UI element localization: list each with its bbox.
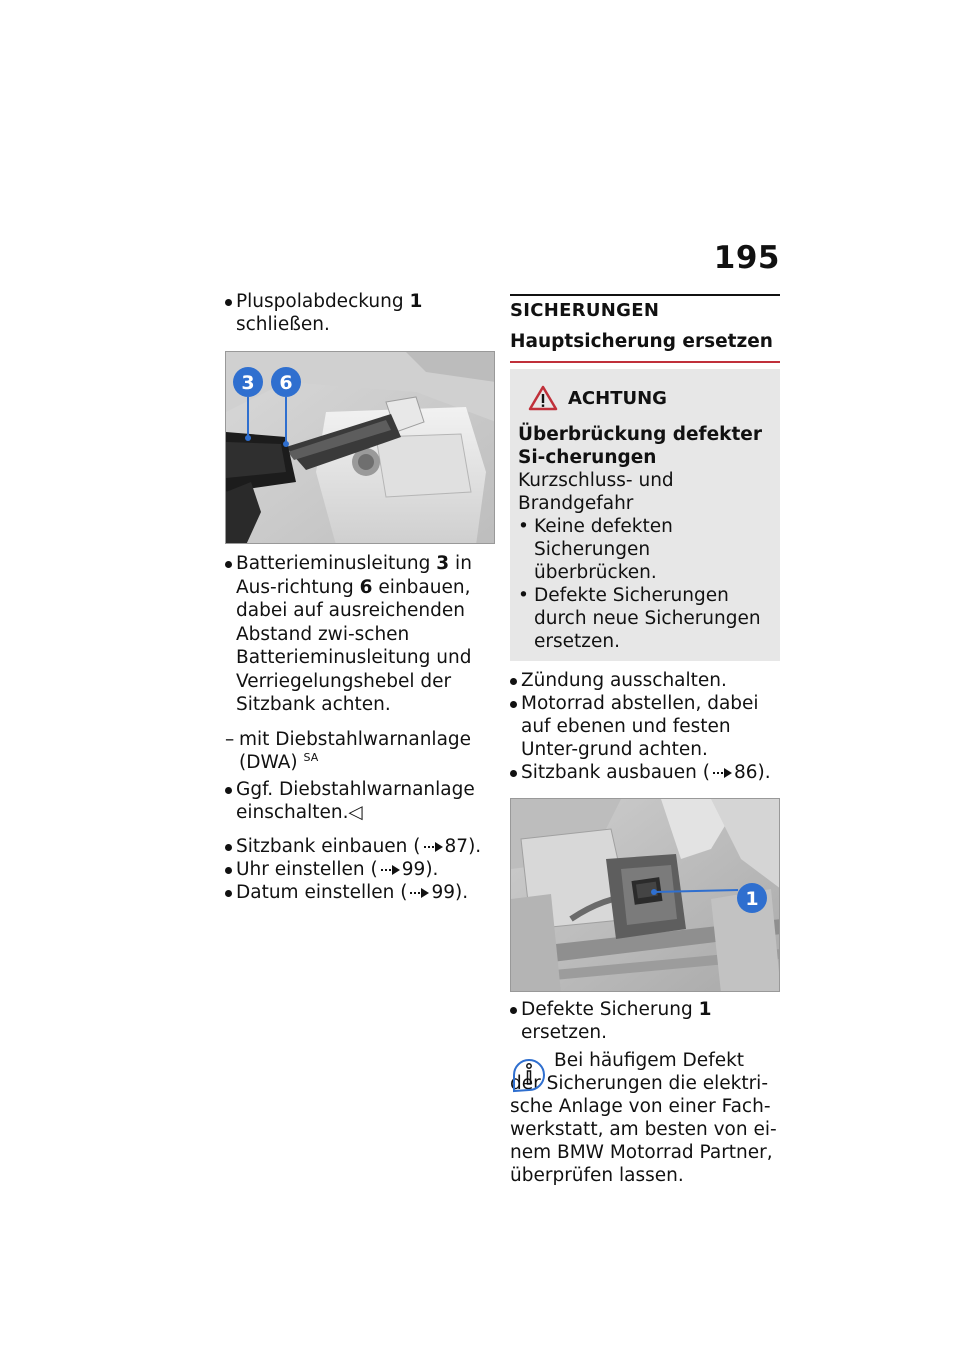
page-ref-arrow-icon: [409, 887, 429, 899]
bullet-icon: [225, 858, 235, 874]
warning-heading: Überbrückung defekter Si-cherungen: [518, 424, 762, 468]
right-column: [510, 294, 780, 1187]
page-link[interactable]: 86: [733, 762, 758, 783]
option-badge: SA: [303, 750, 319, 764]
step-ignition-off: Zündung ausschalten.: [510, 669, 780, 692]
ref-number: 1: [409, 291, 423, 312]
warning-bullet: • Keine defekten Sicherungen überbrücken.: [518, 516, 673, 583]
warning-box: [510, 369, 780, 661]
callout-label: 3: [241, 372, 255, 394]
left-column: [225, 290, 495, 904]
warning-triangle-icon: [528, 385, 558, 411]
bullet-icon: [225, 290, 235, 306]
callout-label: 1: [745, 888, 759, 910]
condition-dwa: – mit Diebstahlwarnanlage (DWA) $^{SA}$: [225, 728, 472, 773]
step-dwa-on: Ggf. Diebstahlwarnanlage einschalten.◁: [225, 778, 495, 824]
bullet-icon: [510, 761, 520, 777]
main-fuse-illustration: [511, 799, 780, 992]
main-fuse-photo: [510, 798, 780, 992]
page-ref-arrow-icon: [423, 841, 443, 853]
warning-risk: Kurzschluss- und Brandgefahr: [518, 470, 674, 514]
bullet-icon: [225, 778, 235, 794]
step-clock: Uhr einstellen ( 99).: [225, 858, 495, 881]
step-park: Motorrad abstellen, dabei auf ebenen und festen Unter-grund achten.: [510, 692, 780, 761]
battery-terminal-photo: [225, 351, 495, 544]
battery-terminal-illustration: [226, 352, 495, 544]
step-seat-remove: Sitzbank ausbauen ( 86).: [510, 761, 780, 784]
info-note: [510, 1049, 780, 1187]
page-ref-arrow-icon: [712, 767, 732, 779]
section-rule: [510, 294, 780, 296]
warning-bullet: • Defekte Sicherungen durch neue Sicherungen ersetzen.: [518, 585, 761, 652]
section-title: SICHERUNGEN: [510, 300, 660, 321]
step-pluspol: Pluspolabdeckung 1 schließen.: [225, 290, 495, 336]
step-date: Datum einstellen ( 99).: [225, 881, 495, 904]
step-minus-cable: Batterieminusleitung 3 in Aus-richtung 6 einbauen, dabei auf ausreichenden Abstand zwi-schen Batterieminusleitung und Verriegelungshebel der Sitzbank achten.: [225, 552, 495, 717]
end-of-condition-mark: ◁: [348, 801, 363, 823]
info-icon: [510, 1055, 548, 1093]
info-text: Bei häufigem Defekt der Sicherungen die elektri-sche Anlage von einer Fach-werkstatt, am besten von ei-nem BMW Motorrad Partner, überprüfen lassen.: [510, 1050, 777, 1186]
bullet-icon: [225, 835, 235, 851]
bullet-icon: [510, 669, 520, 685]
bullet-icon: [510, 692, 520, 708]
page-ref-arrow-icon: [380, 864, 400, 876]
page-number: 195: [713, 240, 780, 276]
callout-label: 6: [279, 372, 293, 394]
step-replace-fuse: Defekte Sicherung 1 ersetzen.: [510, 998, 780, 1044]
page-link[interactable]: 99: [401, 858, 426, 880]
warning-header: [528, 385, 772, 411]
step-seat-install: Sitzbank einbauen ( 87).: [225, 835, 495, 858]
subsection-title: Hauptsicherung ersetzen: [510, 330, 780, 363]
page-link[interactable]: 99: [431, 881, 456, 903]
bullet-icon: [225, 552, 235, 568]
bullet-icon: [510, 998, 520, 1014]
bullet-icon: [225, 881, 235, 897]
warning-label: ACHTUNG: [568, 387, 667, 409]
page-link[interactable]: 87: [444, 835, 469, 857]
